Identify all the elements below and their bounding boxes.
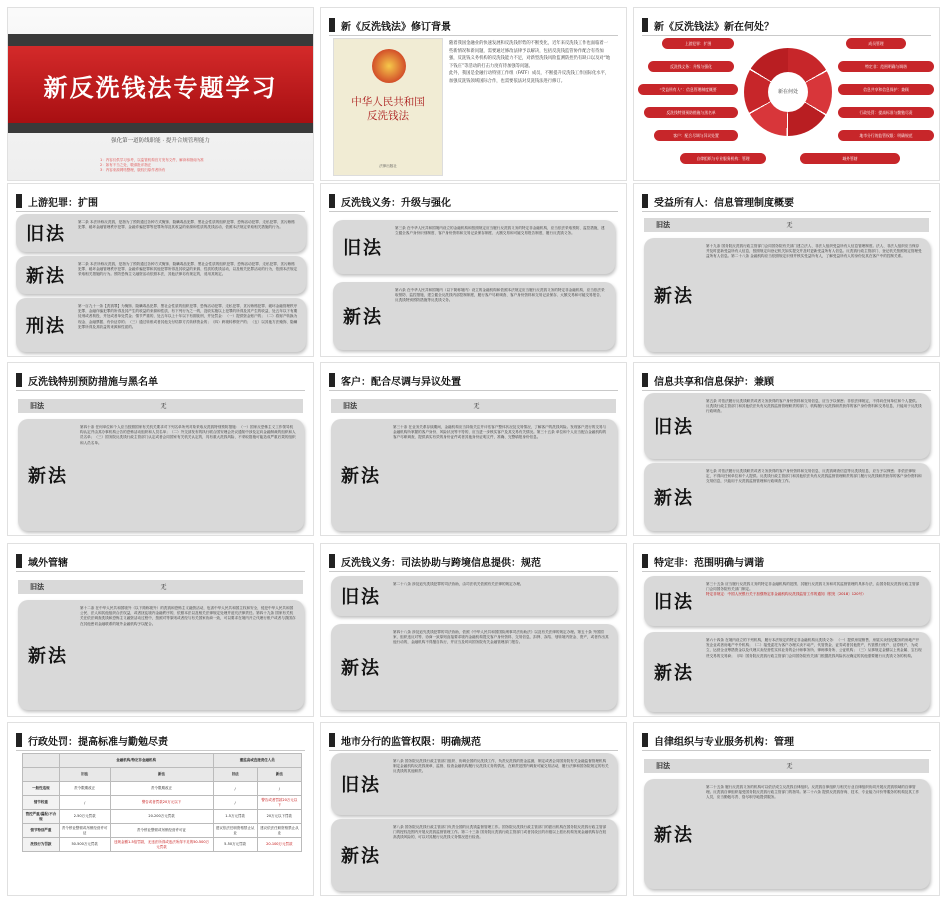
table-row: 一般性违规 责令限期改正 责令限期改正 / / xyxy=(23,782,302,796)
donut-center-label: 新在何处 xyxy=(768,72,808,112)
new-law-label: 新法 xyxy=(341,846,381,867)
table-row: 情节特别严重 责令停业整顿或吊销经营许可证 责令停业整顿或吊销经营许可证 建议依法任职资格禁止从业 建议依法任职资格禁止从业 xyxy=(23,824,302,838)
slide-dnfbp-scope[interactable] xyxy=(633,543,940,717)
slide-judicial-assistance[interactable] xyxy=(320,543,627,717)
new-law-label: 新法 xyxy=(654,488,694,509)
topic-pill[interactable]: 上游犯罪：扩围 xyxy=(662,38,734,49)
topic-pill[interactable]: 自律组织与专业服务机构：管理 xyxy=(680,153,766,164)
slide-title: 地市分行的监管权限：明确规范 xyxy=(341,736,481,748)
column-header: 新法 xyxy=(257,768,301,782)
new-law-panel xyxy=(644,632,930,712)
slide-title-bar xyxy=(16,552,305,570)
new-law-panel xyxy=(18,419,304,531)
slide-title-bar xyxy=(642,552,931,570)
penalty-table xyxy=(22,753,302,852)
new-law-panel xyxy=(331,819,617,891)
title-marker xyxy=(329,18,335,32)
topic-pill[interactable]: 地市分行的监管权限：明确规范 xyxy=(838,130,934,141)
topic-pill[interactable]: 信息共享和信息保护：兼顾 xyxy=(838,84,934,95)
new-law-label: 新法 xyxy=(654,663,694,684)
old-law-panel xyxy=(644,576,930,626)
book-publisher: 法律出版社 xyxy=(379,164,397,168)
new-law-panel xyxy=(333,282,615,350)
cover-note: 2：如有不当之处，敬请批评指正 xyxy=(100,163,152,167)
criminal-law-label: 刑法 xyxy=(26,316,66,337)
old-law-label: 旧法 xyxy=(654,417,694,438)
new-law-panel xyxy=(644,238,930,352)
book-title: 中华人民共和国 反洗钱法 xyxy=(351,96,425,122)
slide-cover[interactable] xyxy=(7,7,314,181)
old-law-label: 旧法 xyxy=(343,401,357,410)
national-emblem-icon xyxy=(372,49,406,83)
slide-upstream-crime[interactable] xyxy=(7,183,314,357)
table-row: 洗钱行为罚款 50-500万元罚款 违规金额1-5倍罚款，无违法所得或违法所得不足的50-500万元罚款 5-50万元罚款 20-100万元罚款 xyxy=(23,838,302,852)
new-law-label: 新法 xyxy=(341,466,381,487)
new-law-panel xyxy=(644,463,930,531)
table-header-row xyxy=(23,754,302,768)
slide-title-bar xyxy=(642,731,931,749)
old-law-value: 无 xyxy=(160,403,167,410)
slide-extraterritorial[interactable] xyxy=(7,543,314,717)
column-header: 旧法 xyxy=(213,768,257,782)
paragraph: 随着我国金融业的快速发展和反洗钱形势的不断变化，近年来反洗钱工作也面临着一些新情况和新问题，需要通过修改法律予以解决，包括反洗钱监管协作配合有待加强，反洗钱义务机构的反洗钱能力不足，对新型洗钱风险监测防控仍有缺口以及对“地下钱庄”等活动的打击力度有待加强等问题。 xyxy=(449,41,611,69)
cover-title: 新反洗钱法专题学习 xyxy=(43,73,278,102)
old-law-header xyxy=(644,218,929,232)
old-law-label: 旧法 xyxy=(341,587,381,608)
old-law-panel xyxy=(644,393,930,459)
new-law-panel xyxy=(18,600,304,710)
old-law-label: 旧法 xyxy=(656,220,670,229)
table-row: 情节较重 / 警告或者罚款20万元以下 / 警告或者罚款20万元以下 xyxy=(23,796,302,810)
criminal-law-panel xyxy=(16,298,306,352)
new-law-panel xyxy=(331,624,617,710)
cover-note: 3：内容来源网络整理，版权归原作者所有 xyxy=(100,168,166,172)
slide-title-bar xyxy=(16,371,305,389)
topic-pill[interactable]: 反洗钱义务：升级与强化 xyxy=(648,61,734,72)
background-paragraphs xyxy=(449,40,612,86)
new-law-label: 新法 xyxy=(343,307,383,328)
slide-title: 反洗钱特别预防措施与黑名单 xyxy=(28,376,158,388)
column-header: 金融机构/特定非金融机构 xyxy=(59,754,213,768)
column-header: 旧法 xyxy=(59,768,110,782)
old-law-label: 旧法 xyxy=(30,582,44,591)
old-law-text: 第二条 本法所称反洗钱，是指为了预防通过各种方式掩饰、隐瞒毒品犯罪、黑社会性质的组织犯罪、恐怖活动犯罪、走私犯罪、贪污贿赂犯罪、破坏金融管理秩序犯罪、金融诈骗犯罪等犯罪所得及其收益的来源和性质的洗钱活动，依照本法规定采取相关措施的行为。 xyxy=(78,220,295,230)
column-header: 董监高或直接责任人员 xyxy=(213,754,301,768)
new-law-label: 新法 xyxy=(341,658,381,679)
new-law-panel xyxy=(331,419,617,531)
paragraph: 此外，我国是金融行动特别工作组（FATF）成员，不断提升反洗钱工作国际化水平，加强反洗钱领域国际合作，也需要依法对反洗钱法进行修订。 xyxy=(449,71,610,84)
slide-title-bar xyxy=(16,192,305,210)
old-law-text: 第五条 对依法履行反洗钱职责或者义务获得的客户身份资料和交易信息，应当予以保密；非依法律规定，不得向任何单位和个人提供。反洗钱行政主管部门和其他依法负有反洗钱监督管理职责的部门、机构履行反洗钱职责获得的客户身份资料和交易信息，只能用于反洗钱行政调查。 xyxy=(706,399,922,414)
slide-title-bar xyxy=(329,371,618,389)
new-law-text: 第四十八条 涉及追究洗钱犯罪的司法协助，依照《中华人民共和国国际刑事司法协助法》以及有关法律的规定办理。第五十条 外国国家、组织违反对等、协商一致原则直接要求境内金融机构提交客户身份资料、交易信息，扣押、冻结、划转境内资金、资产，或者作出其他行动的，金融机构不得擅自执行，并应当及时向国务院有关金融管理部门报告。 xyxy=(393,630,609,645)
slide-self-regulation[interactable] xyxy=(633,722,940,896)
slide-title-bar xyxy=(642,192,931,210)
old-law-panel xyxy=(331,753,617,815)
old-law-header xyxy=(18,580,303,594)
slide-title: 客户：配合尽调与异议处置 xyxy=(341,376,461,388)
topic-pill[interactable]: 反洗钱特别预防措施与黑名单 xyxy=(644,107,738,118)
topic-pill[interactable]: 特定非：范围明确与调谐 xyxy=(838,61,934,72)
topic-pill[interactable]: 行政处罚：提高标准与勤勉尽责 xyxy=(838,107,934,118)
slide-title: 信息共享和信息保护：兼顾 xyxy=(654,376,774,388)
new-law-text: 第十二条 在中华人民共和国境外（以下简称境外）的洗钱和恐怖主义融资活动，危害中华人民共和国主权和安全，侵犯中华人民共和国公民、法人和其他组织合法权益，或者扰乱境内金融秩序的，依照本法以及相关法律规定处理并追究法律责任。第四十九条 国家有关机关在依法调查洗钱和恐怖主义融资活动过程中，按照对等原则或者经与有关国家协商一致，可以要求在境内开立代理行账户或者与我国存在其他密切金融联系的境外金融机构予以配合。 xyxy=(80,606,296,626)
new-law-panel xyxy=(16,256,306,294)
slide-title: 受益所有人：信息管理制度概要 xyxy=(654,197,794,209)
old-law-panel xyxy=(331,576,617,616)
old-law-header xyxy=(644,759,929,773)
cover-subtitle: 强化第一道防线职能 · 提升合规管理能力 xyxy=(111,138,210,144)
slide-title: 上游犯罪：扩围 xyxy=(28,197,98,209)
slide-title-bar xyxy=(329,16,618,34)
slide-admin-penalties[interactable] xyxy=(7,722,314,896)
table-subheader-row xyxy=(23,768,302,782)
new-law-text: 第三十条 在业务关系存续期间，金融机构应当持续关注并评估客户整体状况及交易情况，了解客户的洗钱风险。发现客户进行的交易与金融机构所掌握的客户身份、风险状况等不符的，应当进一步核实客户及其交易有关情况。第三十五条 单位和个人应当配合金融机构的客户尽职调查，提供真实有效的身份证件或者其他身份证明文件，准确、完整填报身份信息。 xyxy=(393,425,607,440)
old-law-value: 无 xyxy=(786,763,793,770)
old-law-label: 旧法 xyxy=(30,401,44,410)
old-law-value: 无 xyxy=(160,584,167,591)
new-law-label: 新法 xyxy=(28,646,68,667)
old-law-header xyxy=(331,399,616,413)
slide-title-bar xyxy=(642,371,931,389)
cover-note: 1：内容仅供学习参考，以监管机构官方发布文件、解读和指南为准 xyxy=(100,158,204,162)
slide-title: 反洗钱义务：司法协助与跨境信息提供：规范 xyxy=(341,557,541,569)
slide-title: 新《反洗钱法》修订背景 xyxy=(341,21,451,33)
cover-notes xyxy=(100,158,204,173)
old-law-panel xyxy=(333,220,615,274)
slide-background[interactable] xyxy=(320,7,627,181)
old-law-label: 旧法 xyxy=(656,761,670,770)
new-law-label: 新法 xyxy=(26,266,66,287)
cover-dark-band-top xyxy=(8,34,313,46)
cover-dark-band-bottom xyxy=(8,123,313,133)
new-law-text: 第二十五条 履行反洗钱义务的机构可以依法成立反洗钱自律组织。反洗钱自律组织与相关行业自律组织协同开展反洗钱领域的自律管理。反洗钱自律组织接受国务院反洗钱行政主管部门的指导。第二十六条 提供反洗钱咨询、技术、专业能力评价等服务的机构及其工作人员，应当勤勉尽责、恪尽职守地提供服务。 xyxy=(706,785,920,800)
new-law-panel xyxy=(644,779,930,889)
old-law-label: 旧法 xyxy=(654,592,694,613)
topic-pill[interactable]: “受益所有人”：信息管理制度概要 xyxy=(638,84,738,95)
old-law-label: 旧法 xyxy=(343,238,383,259)
slide-title-bar xyxy=(16,731,305,749)
slide-whats-new[interactable] xyxy=(633,7,940,181)
old-law-text: 第二十八条 涉及追究洗钱犯罪的司法协助，由司法机关依照有关法律的规定办理。 xyxy=(393,582,524,586)
new-law-text: 第七条 对依法履行反洗钱职责或者义务获得的客户身份资料和交易信息、反洗钱调查信息等反洗钱信息，应当予以保密；非依法律规定，不得向任何单位和个人提供。反洗钱行政主管部门和其他依法负有反洗钱监督管理职责的部门履行反洗钱职责获得的客户身份资料和交易信息，只能用于反洗钱监督管理和行政调查工作。 xyxy=(706,469,922,484)
slide-title: 行政处罚：提高标准与勤勉尽责 xyxy=(28,736,168,748)
slide-title-bar xyxy=(642,16,931,34)
old-law-panel xyxy=(16,214,306,252)
old-law-text: 第三十五条 应当履行反洗钱义务的特定非金融机构的范围、其履行反洗钱义务和对其监督管理的具体办法，由国务院反洗钱行政主管部门会同国务院有关部门制定。 特定非规定：中国人民银行关于加强特定非金融机构反洗钱监管工作的通知（银发〔2018〕120号） xyxy=(706,582,922,620)
slide-title-bar xyxy=(329,552,618,570)
slide-beneficial-owner[interactable] xyxy=(633,183,940,357)
column-header: 新法 xyxy=(110,768,213,782)
slide-title: 自律组织与专业服务机构：管理 xyxy=(654,736,794,748)
slide-title: 新《反洗钱法》新在何处？ xyxy=(654,21,774,33)
old-law-label: 旧法 xyxy=(341,775,381,796)
law-book-cover xyxy=(333,38,443,176)
new-law-text: 第二条 本法所称反洗钱，是指为了预防通过各种方式掩饰、隐瞒毒品犯罪、黑社会性质的组织犯罪、恐怖活动犯罪、走私犯罪、贪污贿赂犯罪、破坏金融管理秩序犯罪、金融诈骗犯罪和其他犯罪所得及其收益的来源、性质的洗钱活动，以及相关犯罪活动的行为，依照本法规定采取相关措施的行为。预防恐怖主义融资活动依照本法，其他法律另有规定的，适用其规定。 xyxy=(78,262,298,277)
slide-info-sharing[interactable] xyxy=(633,362,940,536)
old-law-text: 第三条 在中华人民共和国境内设立的金融机构和按照规定应当履行反洗钱义务的特定非金融机构，应当依法采取预防、监控措施，建立健全客户身份识别制度、客户身份资料和交易记录保存制度、大额交易和可疑交易报告制度，履行反洗钱义务。 xyxy=(395,226,605,236)
slide-title: 特定非：范围明确与调谐 xyxy=(654,557,764,569)
donut-diagram xyxy=(744,48,832,136)
slide-special-measures[interactable] xyxy=(7,362,314,536)
slide-title: 域外管辖 xyxy=(28,557,68,569)
table-row: 管控严重/漏报/不合规 2-50万元罚款 20-200万元罚款 1-5万元罚款 20万元以下罚款 xyxy=(23,810,302,824)
slide-title: 反洗钱义务：升级与强化 xyxy=(341,197,451,209)
new-law-label: 新法 xyxy=(654,825,694,846)
topic-pill[interactable]: 成员管理 xyxy=(846,38,906,49)
old-law-header xyxy=(18,399,303,413)
new-law-label: 新法 xyxy=(654,286,694,307)
criminal-law-text: 第一百九十一条【洗钱罪】为掩饰、隐瞒毒品犯罪、黑社会性质的组织犯罪、恐怖活动犯罪、走私犯罪、贪污贿赂犯罪、破坏金融管理秩序犯罪、金融诈骗犯罪的所得及其产生的收益的来源和性质，有下列行为之一的，没收实施以上犯罪的所得及其产生的收益，处五年以下有期徒刑或者拘役，并处或者单处罚金；情节严重的，处五年以上十年以下有期徒刑，并处罚金：（一）提供资金账户的；（二）将财产转换为现金、金融票据、有价证券的；（三）通过转账或者其他支付结算方式转移资金的；（四）跨境转移资产的；（五）以其他方法掩饰、隐瞒犯罪所得及其收益的来源和性质的。 xyxy=(78,304,298,329)
new-law-text: 第六十四条 在境内设立的下列机构，履行本法规定的特定非金融机构反洗钱义务：（一）提供房屋销售、房屋买卖经纪服务的房地产开发企业或者房地产中介机构；（二）接受委托为客户办理买卖不动产，代管资金、证券或者其他资产，代管银行账户、证券账户，为成立、运营企业筹措资金以及代理买卖经营性实体业务的会计师事务所、律师事务所、公证机构；（三）从事规定金额以上贵金属、宝石现货交易的交易商；（四）国务院反洗钱行政主管部门会同国务院有关部门根据洗钱风险状况确定的其他需要履行反洗钱义务的机构。 xyxy=(706,638,922,658)
new-law-text: 第八条 国务院反洗钱行政主管部门负责全国的反洗钱监督管理工作。国务院反洗钱行政主管部门的派出机构在国务院反洗钱行政主管部门的授权范围内开展反洗钱监督管理工作。第二十三条 国务院反洗钱行政主管部门或者其设区的市级以上派出机构发现金融机构存在较高洗钱风险的，可以对其履行反洗钱义务情况进行检查。 xyxy=(393,825,607,840)
new-law-label: 新法 xyxy=(28,466,68,487)
new-law-text: 第六条 在中华人民共和国境内（以下简称境内）设立的金融机构和依照本法规定应当履行反洗钱义务的特定非金融机构，应当依法采取预防、监控措施，建立健全反洗钱内部控制制度，履行客户尽职调查、客户身份资料和交易记录保存、大额交易和可疑交易报告、反洗钱特别预防措施等反洗钱义务。 xyxy=(395,288,605,303)
new-law-text: 第四十条 任何单位和个人应当按照国家有关机关要求对下列名单所列对象采取反洗钱特别预防措施：（一）国家反恐怖主义工作领导机构认定并由其办事机构公告的恐怖活动组织和人员名单；（二）外交部发布的执行联合国安理会决议通知中涉及定向金融制裁的组织和人员名单；（三）国务院反洗钱行政主管部门认定或者会同国家有关机关认定的，具有重大洗钱风险、不采取措施可能造成严重后果的组织和人员名单。 xyxy=(80,425,296,445)
old-law-note: 特定非规定：中国人民银行关于加强特定非金融机构反洗钱监管工作的通知（银发〔2018〕120号） xyxy=(706,592,866,597)
slide-aml-obligations[interactable] xyxy=(320,183,627,357)
old-law-text: 第八条 国务院反洗钱行政主管部门组织、协调全国的反洗钱工作，负责反洗钱的资金监测，制定或者会同国务院有关金融监督管理机构制定金融机构反洗钱规章，监督、检查金融机构履行反洗钱义务的情况，在职责范围内调查可疑交易活动，履行法律和国务院规定的有关反洗钱的其他职责。 xyxy=(393,759,609,774)
new-law-text: 第十九条 国务院反洗钱行政主管部门会同国务院有关部门建立法人、非法人组织受益所有人信息管理制度。法人、非法人组织应当保存并及时更新受益所有人信息，按照规定向登记机关如实提交并及时更新受益所有人信息。反洗钱行政主管部门、登记机关按照规定管理受益所有人信息。第二十八条 金融机构应当依照规定识别并核实受益所有人，了解受益所有人的身份及其在客户中的控制关系。 xyxy=(706,244,922,259)
topic-pill[interactable]: 域外管辖 xyxy=(800,153,900,164)
slide-title-bar xyxy=(329,731,618,749)
slide-title-bar xyxy=(329,192,618,210)
old-law-label: 旧法 xyxy=(26,224,66,245)
slide-branch-supervision[interactable] xyxy=(320,722,627,896)
topic-pill[interactable]: 客户：配合尽调与异议处置 xyxy=(654,130,738,141)
slide-customer-cdd[interactable] xyxy=(320,362,627,536)
old-law-value: 无 xyxy=(473,403,480,410)
old-law-value: 无 xyxy=(786,222,793,229)
